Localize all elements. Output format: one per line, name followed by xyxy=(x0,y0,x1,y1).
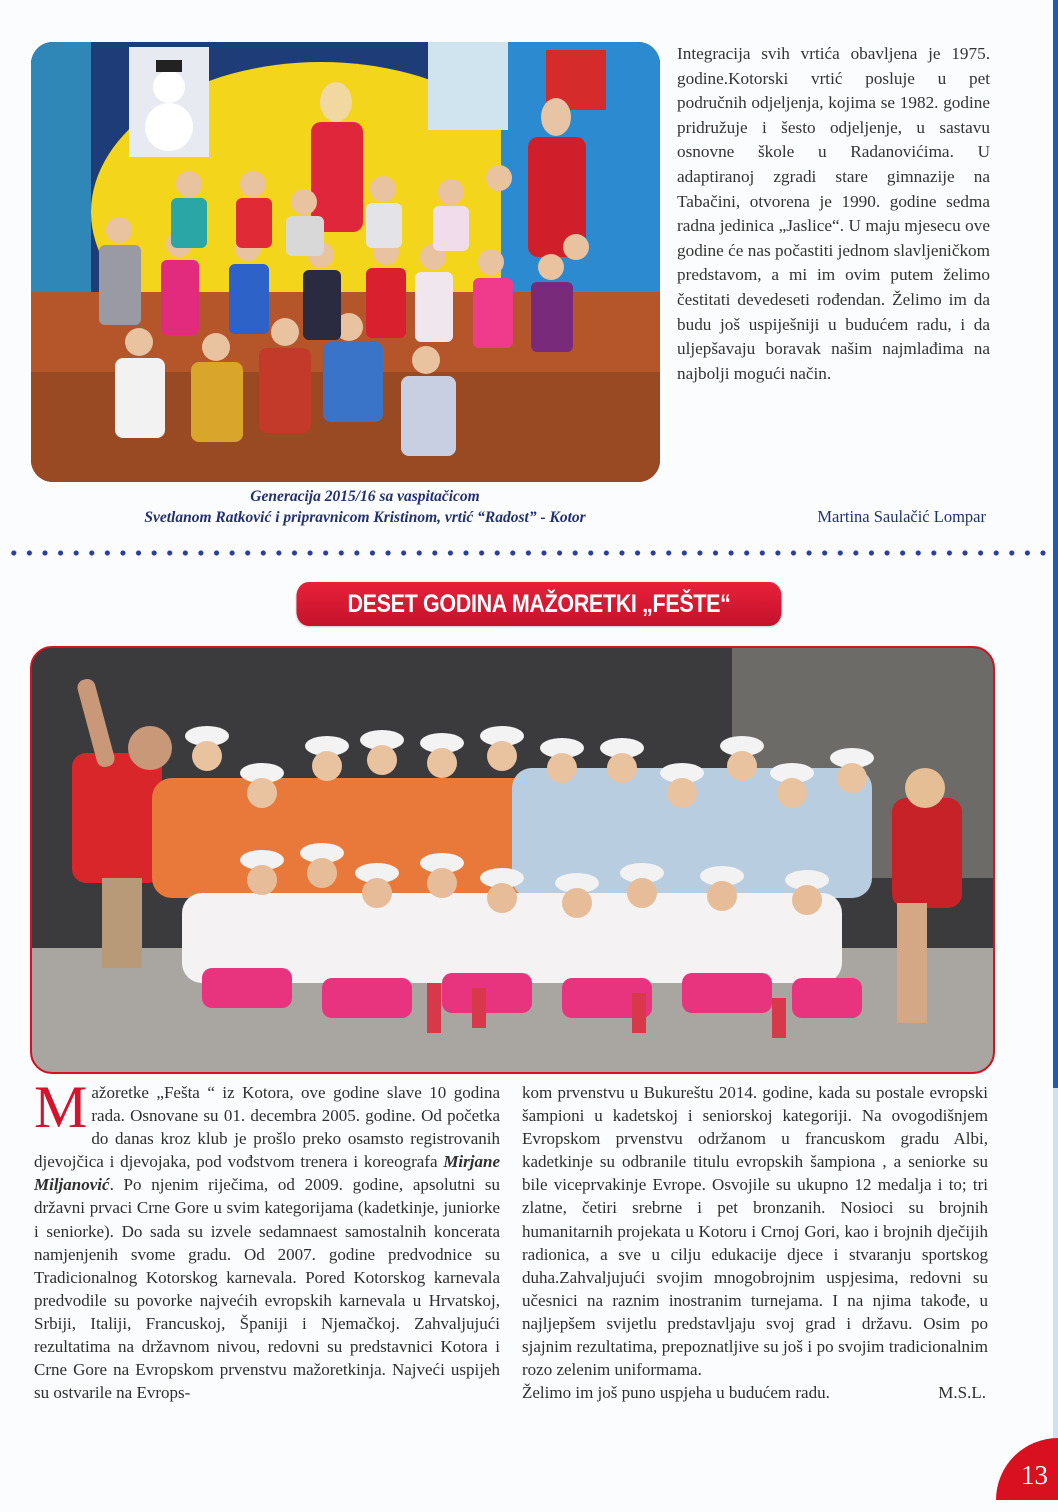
article-text-part1: ažoretke „Fešta “ iz Kotora, ove godine slave 10 godina rada. Osnovane su 01. decembra 2005. godine. Od početka do danas kroz klub je prošlo preko osamsto registrovanih djevojčica i djevojaka, pod vođstvom trenera i koreografa xyxy=(34,1083,500,1172)
majorettes-article-right-column xyxy=(522,1081,988,1404)
caption-line-1: Generacija 2015/16 sa vaspitačicom xyxy=(250,488,480,505)
caption-line-2: Svetlanom Ratković i pripravnicom Kristinom, vrtić “Radost” - Kotor xyxy=(144,509,586,526)
drop-cap: M xyxy=(34,1074,88,1140)
kindergarten-photo-illustration xyxy=(31,42,660,482)
kindergarten-article-text xyxy=(677,42,990,386)
majorettes-article-paragraph xyxy=(34,1074,500,1404)
photo-caption xyxy=(110,486,620,528)
article-closing-line xyxy=(522,1381,988,1404)
kindergarten-article-paragraph: Integracija svih vrtića obavljena je 1975. godine.Kotorski vrtić posluje u pet područnih odjeljenja, kojima se 1982. godine pridružuje i šesto odjeljenje, u sastavu osnovne škole u Radanovićima. U adaptiranoj zgradi stare gimnazije na Tabačini, otvorena je 1990. godine sedma radna jedinica „Jaslice“. U maju mjesecu ove godine će nas počastiti jednom slavljeničkom predstavom, a mi im ovim putem želimo čestitati devedeseti rođendan. Želimo im da budu još uspiješniji u budućem radu, i da uljepšavaju boravak našim najmlađima na najbolji mogući način. xyxy=(677,44,990,383)
kindergarten-group-photo xyxy=(31,42,660,482)
page-number-badge: 13 xyxy=(996,1438,1058,1500)
majorettes-photo-illustration xyxy=(32,648,993,1072)
majorettes-article-left-column xyxy=(34,1074,500,1404)
closing-sentence: Želimo im još puno uspjeha u budućem radu. xyxy=(522,1383,830,1403)
article-signature: M.S.L. xyxy=(938,1383,986,1403)
majorettes-group-photo xyxy=(30,646,995,1074)
article-text-part2: . Po njenim riječima, od 2009. godine, apsolutni su državni prvaci Crne Gore u svim kategorijama (kadetkinje, juniorke i seniorke). Do sada su izvele sedamnaest samostalnih koncerata namjenjenih svome gradu. Od 2007. godine predvodnice su Tradicionalnog Kotorskog karnevala. Pored Kotorskog karnevala predvodile su povorke najvećih evropskih karnevala u Hrvatskoj, Srbiji, Italiji, Francuskoj, Španiji i Njemačkoj. Zahvaljujući rezultatima na državnom nivou, redovni su predstavnici Kotora i Crne Gore na Evropskom prvenstvu mažoretkinja. Najveći uspijeh su ostvarile na Evrops- xyxy=(34,1175,500,1403)
dotted-divider xyxy=(6,549,1046,557)
trainer-name: Mirjane Miljanović xyxy=(34,1152,500,1195)
page-edge-strip xyxy=(1053,0,1058,1088)
article-author: Martina Saulačić Lompar xyxy=(817,507,986,526)
article-text-right: kom prvenstvu u Bukureštu 2014. godine, kada su postale evropski šampioni u kadetskoj i seniorskoj kategoriji. Na ovogodišnjem Evropskom prvenstvu održanom u francuskom gradu Albi, kadetkinje su odbranile titulu evropskih šampiona , a seniorke su bile viceprvakinje Evrope. Osvojile su ukupno 12 medalja i to; tri zlatne, četiri srebrne i pet bronzanih. Nosioci su brojnih humanitarnih projekata u Kotoru i Crnoj Gori, kao i brojnih dječijih radionica, a sve u cilju edukacije djece i stvaranju sportskog duha.Zahvaljujući svojim mnogobrojnim uspjesima, redovni su učesnici na raznim inostranim turnejama. I na njima takođe, u najljepšem svijetlu predstavljaju svoj grad i državu. Osim po sjajnim rezultatima, prepoznatljive su još i po svojim tradicionalnim rozo zelenim uniformama. xyxy=(522,1083,988,1380)
section-title-banner: DESET GODINA MAŽORETKI „FEŠTE“ xyxy=(296,582,781,626)
